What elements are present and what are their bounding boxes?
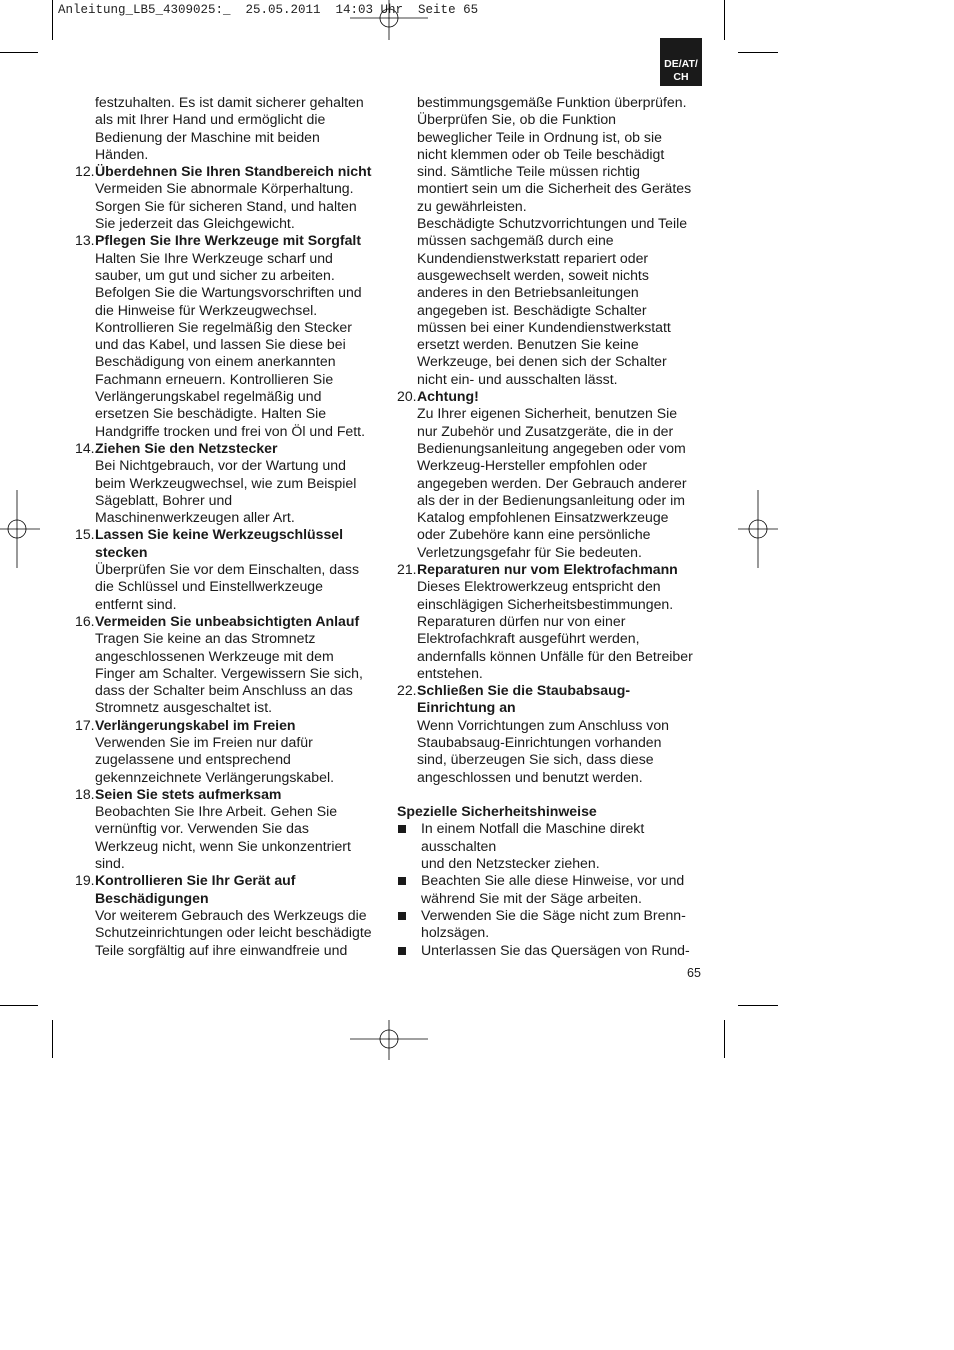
text-line: Beachten Sie alle diese Hinweise, vor und — [421, 872, 685, 889]
crop-mark — [724, 0, 725, 40]
text-line: nur Zubehör und Zusatzgeräte, die in der — [417, 422, 674, 439]
text-line: Sie jederzeit das Gleichgewicht. — [95, 215, 295, 232]
text-line: Werkzeug nicht, wenn Sie unkonzentriert — [95, 837, 351, 854]
item-heading: Beschädigungen — [95, 889, 209, 906]
text-line: nicht ein- und ausschalten lässt. — [417, 370, 618, 387]
bullet-item — [397, 942, 705, 959]
text-line: bestimmungsgemäße Funktion überprüfen. — [417, 94, 687, 110]
item-number: 15. — [75, 526, 95, 543]
text-line: In einem Notfall die Maschine direkt — [421, 820, 645, 837]
text-line: die Hinweise für Werkzeugwechsel. — [95, 301, 318, 318]
text-line: Verwenden Sie im Freien nur dafür — [95, 733, 313, 750]
text-line: Werkzeuge, bei denen sich der Schalter — [417, 353, 667, 370]
text-line: Schutzeinrichtungen oder leicht beschädigte — [95, 924, 372, 941]
text-line: Beschädigung von einem anerkannten — [95, 353, 336, 370]
item-number: 18. — [75, 785, 95, 802]
text-line: Elektrofachkraft ausgeführt werden, — [417, 630, 640, 647]
item-number: 21. — [397, 561, 417, 578]
item-heading: Verlängerungskabel im Freien — [95, 716, 296, 733]
text-line: ersetzen Sie beschädigte. Halten Sie — [95, 405, 327, 422]
text-line: und den Netzstecker ziehen. — [421, 855, 600, 872]
text-line: zugelassene und entsprechend — [95, 751, 291, 768]
crop-mark — [724, 1020, 725, 1058]
item-heading: Ziehen Sie den Netzstecker — [95, 439, 278, 456]
item-heading: Lassen Sie keine Werkzeugschlüssel — [95, 526, 344, 543]
item-number: 17. — [75, 716, 95, 733]
text-line: ersetzt werden. Benutzen Sie keine — [417, 336, 639, 353]
item-number: 16. — [75, 612, 95, 629]
text-line: einschlägigen Sicherheitsbestimmungen. — [417, 595, 674, 612]
text-line: als mit Ihrer Hand und ermöglicht die — [95, 111, 326, 128]
safety-item-16 — [75, 613, 385, 717]
text-line: Bei Nichtgebrauch, vor der Wartung und — [95, 457, 346, 474]
safety-item-12 — [75, 163, 385, 232]
text-line: beim Werkzeugwechsel, wie zum Beispiel — [95, 474, 357, 491]
text-line: ausschalten — [421, 837, 497, 854]
text-line: Katalog empfohlenen Einsatzwerkzeuge — [417, 509, 669, 526]
text-line: zu gewährleisten. — [417, 197, 527, 214]
text-line: Fachmann erneuern. Kontrollieren Sie — [95, 370, 334, 387]
text-line: ausgewechselt werden, soweit nichts — [417, 266, 649, 283]
text-line: angeschlossen und benutzt werden. — [417, 768, 643, 785]
registration-mark-icon — [350, 0, 428, 40]
text-line: Bedienungsanleitung angegeben oder vom — [417, 439, 686, 456]
text-line: nicht klemmen oder ob Teile beschädigt — [417, 145, 665, 162]
safety-item-15 — [75, 526, 385, 612]
text-line: dass der Schalter beim Anschluss an das — [95, 682, 353, 699]
item-number: 14. — [75, 439, 95, 456]
text-line: Reparaturen dürfen nur von einer — [417, 612, 626, 629]
item-heading: Schließen Sie die Staubabsaug- — [417, 682, 631, 699]
text-line: Zu Ihrer eigenen Sicherheit, benutzen Sie — [417, 405, 678, 422]
text-line: entfernt sind. — [95, 595, 177, 612]
text-line: und das Kabel, und lassen Sie diese bei — [95, 336, 346, 353]
text-line: sauber, um gut und sicher zu arbeiten. — [95, 266, 335, 283]
text-line: Stromnetz ausgeschaltet ist. — [95, 699, 273, 716]
text-line: Kontrollieren Sie regelmäßig den Stecker — [95, 318, 352, 335]
text-line: die Schlüssel und Einstellwerkzeuge — [95, 578, 323, 595]
text-line: Maschinenwerkzeugen aller Art. — [95, 509, 295, 526]
text-line: Dieses Elektrowerkzeug entspricht den — [417, 578, 661, 595]
safety-item-17 — [75, 717, 385, 786]
text-line: Staubabsaug-Einrichtungen vorhanden — [417, 733, 662, 750]
text-line: Bedienung der Maschine mit beiden — [95, 128, 320, 145]
safety-item-14 — [75, 440, 385, 526]
text-line: müssen bei einer Kundendienstwerkstatt — [417, 318, 671, 335]
special-safety-heading: Spezielle Sicherheitshinweise — [397, 803, 597, 820]
text-line: gekennzeichnete Verlängerungskabel. — [95, 768, 334, 785]
page-number: 65 — [687, 966, 701, 980]
text-line: oder Zubehöre kann eine persönliche — [417, 526, 651, 543]
text-line: Verlängerungskabel regelmäßig und — [95, 388, 322, 405]
text-line: Teile sorgfältig auf ihre einwandfreie und — [95, 941, 348, 958]
text-line: Finger am Schalter. Vergewissern Sie sich, — [95, 664, 363, 681]
spacer — [397, 786, 705, 803]
right-column — [397, 94, 705, 959]
text-line: sind, überzeugen Sie sich, dass diese — [417, 751, 654, 768]
square-bullet-icon — [398, 877, 406, 885]
safety-item-13 — [75, 232, 385, 440]
bullet-item — [397, 872, 705, 907]
item-number: 19. — [75, 872, 95, 889]
right-intro — [397, 94, 705, 388]
registration-mark-icon — [738, 490, 778, 568]
text-line: Überprüfen Sie vor dem Einschalten, dass — [95, 561, 360, 578]
text-line: montiert sein um die Sicherheit des Gerätes — [417, 180, 692, 197]
item-heading: Kontrollieren Sie Ihr Gerät auf — [95, 872, 296, 889]
text-line: während Sie mit der Säge arbeiten. — [421, 889, 642, 906]
crop-mark — [738, 1005, 778, 1006]
text-line: sind. — [95, 855, 125, 872]
text-line: müssen sachgemäß durch eine — [417, 232, 614, 249]
language-tab — [660, 38, 702, 86]
text-line: andernfalls können Unfälle für den Betreiber — [417, 647, 693, 664]
item-number: 13. — [75, 232, 95, 249]
safety-item-21 — [397, 561, 705, 682]
bullet-item — [397, 820, 705, 872]
text-line: Sorgen Sie für sicheren Stand, und halten — [95, 197, 357, 214]
square-bullet-icon — [398, 912, 406, 920]
crop-mark — [0, 52, 38, 53]
language-tab-label: DE/AT/ CH — [664, 58, 698, 83]
crop-mark — [0, 1005, 38, 1006]
text-line: Befolgen Sie die Wartungsvorschriften und — [95, 284, 362, 301]
text-line: Halten Sie Ihre Werkzeuge scharf und — [95, 249, 333, 266]
safety-item-20 — [397, 388, 705, 561]
text-line: entstehen. — [417, 664, 483, 681]
text-line: Verwenden Sie die Säge nicht zum Brenn- — [421, 906, 686, 923]
crop-mark — [738, 52, 778, 53]
text-line: Beobachten Sie Ihre Arbeit. Gehen Sie — [95, 803, 338, 820]
item-heading: Überdehnen Sie Ihren Standbereich nicht — [95, 163, 372, 180]
text-line: Händen. — [95, 145, 149, 162]
text-line: angeschlossenen Werkzeuge mit dem — [95, 647, 334, 664]
text-line: angegeben ist. Beschädigte Schalter — [417, 301, 647, 318]
item-number: 20. — [397, 388, 417, 405]
safety-item-19 — [75, 872, 385, 958]
text-line: festzuhalten. Es ist damit sicherer gehalten — [95, 94, 364, 110]
item-number: 22. — [397, 682, 417, 699]
text-line: Verletzungsgefahr für Sie bedeuten. — [417, 543, 642, 560]
item-heading: Seien Sie stets aufmerksam — [95, 785, 282, 802]
left-column — [75, 94, 385, 959]
item-heading: Vermeiden Sie unbeabsichtigten Anlauf — [95, 612, 360, 629]
print-slug: Anleitung_LB5_4309025:_ 25.05.2011 14:03 Uhr Seite 65 — [58, 3, 479, 17]
square-bullet-icon — [398, 825, 406, 833]
square-bullet-icon — [398, 947, 406, 955]
crop-mark — [52, 0, 53, 40]
text-line: holzsägen. — [421, 924, 490, 941]
item-heading: Pflegen Sie Ihre Werkzeuge mit Sorgfalt — [95, 232, 362, 249]
safety-item-22 — [397, 682, 705, 786]
text-line: vernünftig vor. Verwenden Sie das — [95, 820, 309, 837]
item-heading: Achtung! — [417, 388, 479, 405]
crop-mark — [52, 1020, 53, 1058]
text-line: Tragen Sie keine an das Stromnetz — [95, 630, 316, 647]
registration-mark-icon — [350, 1020, 428, 1060]
text-line: Unterlassen Sie das Quersägen von Rund- — [421, 941, 690, 958]
text-line: Vor weiterem Gebrauch des Werkzeugs die — [95, 906, 367, 923]
item-heading: Reparaturen nur vom Elektrofachmann — [417, 561, 678, 578]
text-line: sind. Sämtliche Teile müssen richtig — [417, 163, 640, 180]
text-line: beweglicher Teile in Ordnung ist, ob sie — [417, 128, 662, 145]
safety-item-18 — [75, 786, 385, 872]
text-line: Beschädigte Schutzvorrichtungen und Teile — [417, 215, 688, 232]
bullet-item — [397, 907, 705, 942]
left-intro — [75, 94, 385, 163]
text-line: Wenn Vorrichtungen zum Anschluss von — [417, 716, 670, 733]
text-line: Überprüfen Sie, ob die Funktion — [417, 111, 616, 128]
text-line: anderes in den Betriebsanleitungen — [417, 284, 639, 301]
text-line: Kundendienstwerkstatt repariert oder — [417, 249, 649, 266]
item-number: 12. — [75, 163, 95, 180]
text-line: Handgriffe trocken und frei von Öl und Fett. — [95, 422, 366, 439]
text-line: Vermeiden Sie abnormale Körperhaltung. — [95, 180, 354, 197]
text-line: angegeben werden. Der Gebrauch anderer — [417, 474, 687, 491]
text-line: als der in der Bedienungsanleitung oder im — [417, 491, 685, 508]
text-line: Werkzeug-Hersteller empfohlen oder — [417, 457, 648, 474]
item-heading: stecken — [95, 543, 148, 560]
item-heading: Einrichtung an — [417, 699, 516, 716]
text-line: Sägeblatt, Bohrer und — [95, 491, 233, 508]
registration-mark-icon — [0, 490, 40, 568]
